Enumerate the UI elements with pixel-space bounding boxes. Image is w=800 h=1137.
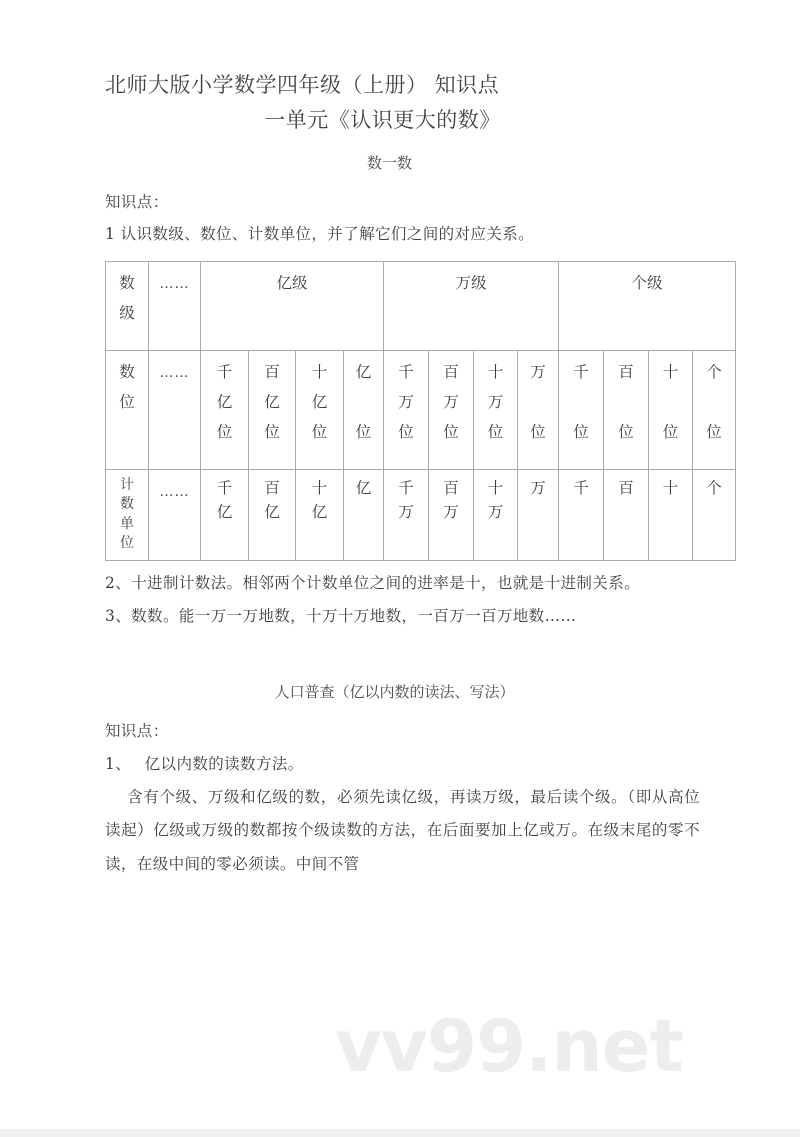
place-value-table	[105, 261, 736, 561]
table-row-digit-place	[106, 350, 736, 469]
grade-cell-yi: 亿级	[201, 261, 384, 350]
counting-unit-cell: 千 亿	[201, 469, 249, 560]
grade-cell-ge: 个级	[559, 261, 736, 350]
counting-unit-cell: 十	[649, 469, 693, 560]
watermark: vv99.net	[335, 1004, 683, 1088]
table-row-grade	[106, 261, 736, 350]
page-title: 北师大版小学数学四年级（上册） 知识点	[105, 73, 500, 97]
counting-unit-cell: 亿	[344, 469, 384, 560]
digit-place-cell: 亿 位	[344, 350, 384, 469]
unit-ellipsis-cell: ……	[149, 469, 201, 560]
section-heading-renkou: 人口普查（亿以内数的读法、写法）	[274, 682, 515, 701]
digit-place-cell: 百 位	[604, 350, 649, 469]
row-label-counting-unit: 计 数 单 位	[106, 469, 149, 560]
digit-place-cell: 千 位	[559, 350, 604, 469]
counting-unit-cell: 万	[518, 469, 559, 560]
digit-place-cell: 十 亿 位	[296, 350, 344, 469]
section2-paragraph1: 含有个级、万级和亿级的数，必须先读亿级，再读万级，最后读个级。（即从高位读起）亿级或万级的数都按个级读数的方法，在后面要加上亿或万。在级末尾的零不读，在级中间的零必须读。中间不管	[105, 787, 700, 873]
section1-item1: 1 认识数级、数位、计数单位，并了解它们之间的对应关系。	[105, 225, 534, 244]
digit-place-cell: 百 万 位	[429, 350, 474, 469]
digit-place-cell: 个 位	[693, 350, 736, 469]
knowledge-label-2: 知识点：	[105, 721, 169, 740]
page-subtitle: 一单元《认识更大的数》	[264, 107, 501, 132]
digit-place-cell: 千 亿 位	[201, 350, 249, 469]
row-label-grade: 数 级	[106, 261, 149, 350]
section2-item1: 1、 亿以内数的读数方法。	[105, 754, 304, 773]
section-heading-shushu: 数一数	[366, 154, 412, 173]
section1-item2: 2、十进制计数法。相邻两个计数单位之间的进率是十，也就是十进制关系。	[105, 573, 640, 592]
table-row-counting-unit	[106, 469, 736, 560]
counting-unit-cell: 千 万	[384, 469, 429, 560]
counting-unit-cell: 十 万	[474, 469, 518, 560]
grade-ellipsis-cell: ……	[149, 261, 201, 350]
section1-item3: 3、数数。能一万一万地数，十万十万地数，一百万一百万地数……	[105, 607, 577, 626]
counting-unit-cell: 百	[604, 469, 649, 560]
counting-unit-cell: 个	[693, 469, 736, 560]
digit-ellipsis-cell: ……	[149, 350, 201, 469]
counting-unit-cell: 百 万	[429, 469, 474, 560]
digit-place-cell: 万 位	[518, 350, 559, 469]
digit-place-cell: 十 位	[649, 350, 693, 469]
counting-unit-cell: 千	[559, 469, 604, 560]
counting-unit-cell: 十 亿	[296, 469, 344, 560]
page-bottom-strip	[0, 1129, 800, 1137]
digit-place-cell: 十 万 位	[474, 350, 518, 469]
row-label-digit: 数 位	[106, 350, 149, 469]
counting-unit-cell: 百 亿	[249, 469, 296, 560]
grade-cell-wan: 万级	[384, 261, 559, 350]
digit-place-cell: 百 亿 位	[249, 350, 296, 469]
digit-place-cell: 千 万 位	[384, 350, 429, 469]
knowledge-label-1: 知识点：	[105, 193, 169, 212]
